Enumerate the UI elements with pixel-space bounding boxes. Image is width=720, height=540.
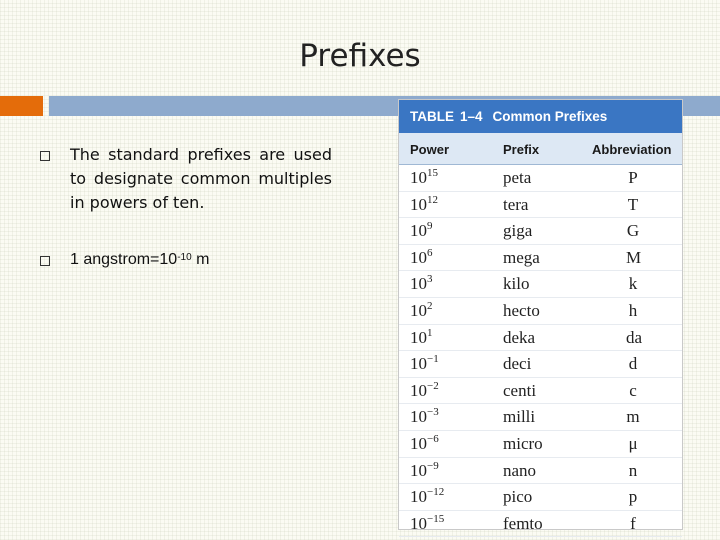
abbreviation-cell: T <box>627 194 639 214</box>
prefix-cell: centi <box>503 380 537 400</box>
power-exponent: −12 <box>427 486 445 499</box>
bullet-square-icon <box>40 151 50 161</box>
table-row <box>399 298 682 325</box>
power-base: 10 <box>410 194 427 214</box>
abbreviation-cell: n <box>628 460 638 480</box>
power-cell <box>410 434 439 454</box>
power-exponent: −15 <box>427 512 445 525</box>
power-exponent: 3 <box>427 273 433 286</box>
abbreviation-cell: f <box>630 513 636 533</box>
power-base: 10 <box>410 407 427 427</box>
power-base: 10 <box>410 433 427 453</box>
table-column-headers <box>399 133 682 165</box>
power-exponent: 6 <box>427 246 433 259</box>
prefix-cell: giga <box>503 221 533 241</box>
power-cell <box>410 514 444 534</box>
prefix-cell: milli <box>503 407 536 427</box>
power-exponent: −9 <box>427 459 439 472</box>
power-base: 10 <box>410 274 427 294</box>
abbreviation-cell: G <box>626 221 640 241</box>
column-header-abbreviation: Abbreviation <box>592 142 672 157</box>
power-cell <box>410 407 439 427</box>
prefix-cell: nano <box>503 460 537 480</box>
power-cell <box>410 301 433 321</box>
table-row <box>399 245 682 272</box>
abbreviation-cell: k <box>628 274 638 294</box>
abbreviation-cell: c <box>629 380 637 400</box>
prefix-cell: hecto <box>503 300 540 320</box>
power-base: 10 <box>410 380 427 400</box>
column-header-power: Power <box>410 142 450 157</box>
abbreviation-cell: d <box>628 354 638 374</box>
table-row <box>399 165 682 192</box>
abbreviation-cell: P <box>628 168 638 187</box>
power-exponent: 15 <box>427 167 438 179</box>
abbreviation-cell: m <box>626 407 640 427</box>
power-cell <box>410 274 433 294</box>
slide-title: Prefixes <box>299 38 421 74</box>
prefix-cell: micro <box>503 433 543 453</box>
power-cell <box>410 354 439 374</box>
power-cell <box>410 221 433 241</box>
abbreviation-cell: μ <box>628 433 638 453</box>
table-label: TABLE <box>410 109 454 124</box>
power-exponent: 2 <box>427 299 433 312</box>
table-row <box>399 511 682 538</box>
prefix-cell: kilo <box>503 274 530 294</box>
table-row <box>399 271 682 298</box>
power-base: 10 <box>410 300 427 320</box>
bullet-square-icon <box>40 256 50 266</box>
bullet-text-main: 1 angstrom=10 <box>70 251 178 268</box>
power-base: 10 <box>410 487 427 507</box>
power-base: 10 <box>410 221 427 241</box>
power-base: 10 <box>410 513 427 533</box>
power-exponent: −3 <box>427 406 439 419</box>
accent-bar-orange <box>0 96 43 116</box>
abbreviation-cell: da <box>626 327 643 347</box>
power-base: 10 <box>410 247 427 267</box>
power-exponent: −6 <box>427 432 439 445</box>
table-body <box>399 165 682 537</box>
prefix-cell: peta <box>503 168 532 187</box>
prefix-cell: pico <box>503 487 533 507</box>
power-exponent: 9 <box>427 220 433 233</box>
bullet-text-suffix: m <box>191 251 210 268</box>
power-exponent: 1 <box>427 326 433 339</box>
table-row <box>399 325 682 352</box>
abbreviation-cell: h <box>628 300 638 320</box>
power-cell <box>410 487 444 507</box>
table-row <box>399 484 682 511</box>
column-header-prefix: Prefix <box>503 142 540 157</box>
power-cell <box>410 328 433 348</box>
abbreviation-cell: M <box>626 247 642 267</box>
prefix-cell: femto <box>503 513 543 533</box>
power-cell <box>410 195 438 215</box>
bullet-text <box>70 248 332 272</box>
table-row <box>399 404 682 431</box>
power-base: 10 <box>410 460 427 480</box>
power-base: 10 <box>410 168 427 187</box>
prefix-cell: deka <box>503 327 536 347</box>
prefix-cell: deci <box>503 354 532 374</box>
table-row <box>399 431 682 458</box>
table-number: 1–4 <box>460 109 483 124</box>
prefix-cell: tera <box>503 194 529 214</box>
power-exponent: −2 <box>427 379 439 392</box>
power-cell <box>410 381 439 401</box>
power-exponent: 12 <box>427 193 438 206</box>
power-cell <box>410 168 438 188</box>
power-cell <box>410 461 439 481</box>
bullet-text: The standard prefixes are used to designate common multiples in powers of ten. <box>70 145 332 212</box>
table-row <box>399 351 682 378</box>
prefix-table <box>398 99 683 533</box>
power-exponent: −1 <box>427 353 439 366</box>
table-row <box>399 218 682 245</box>
power-base: 10 <box>410 354 427 374</box>
table-caption <box>399 100 682 133</box>
table-row <box>399 378 682 405</box>
table-row <box>399 458 682 485</box>
table-row <box>399 192 682 219</box>
power-cell <box>410 248 433 268</box>
bullet-exponent: -10 <box>177 252 192 263</box>
power-base: 10 <box>410 327 427 347</box>
prefix-cell: mega <box>503 247 540 267</box>
table-name: Common Prefixes <box>492 109 608 124</box>
abbreviation-cell: p <box>628 487 638 507</box>
